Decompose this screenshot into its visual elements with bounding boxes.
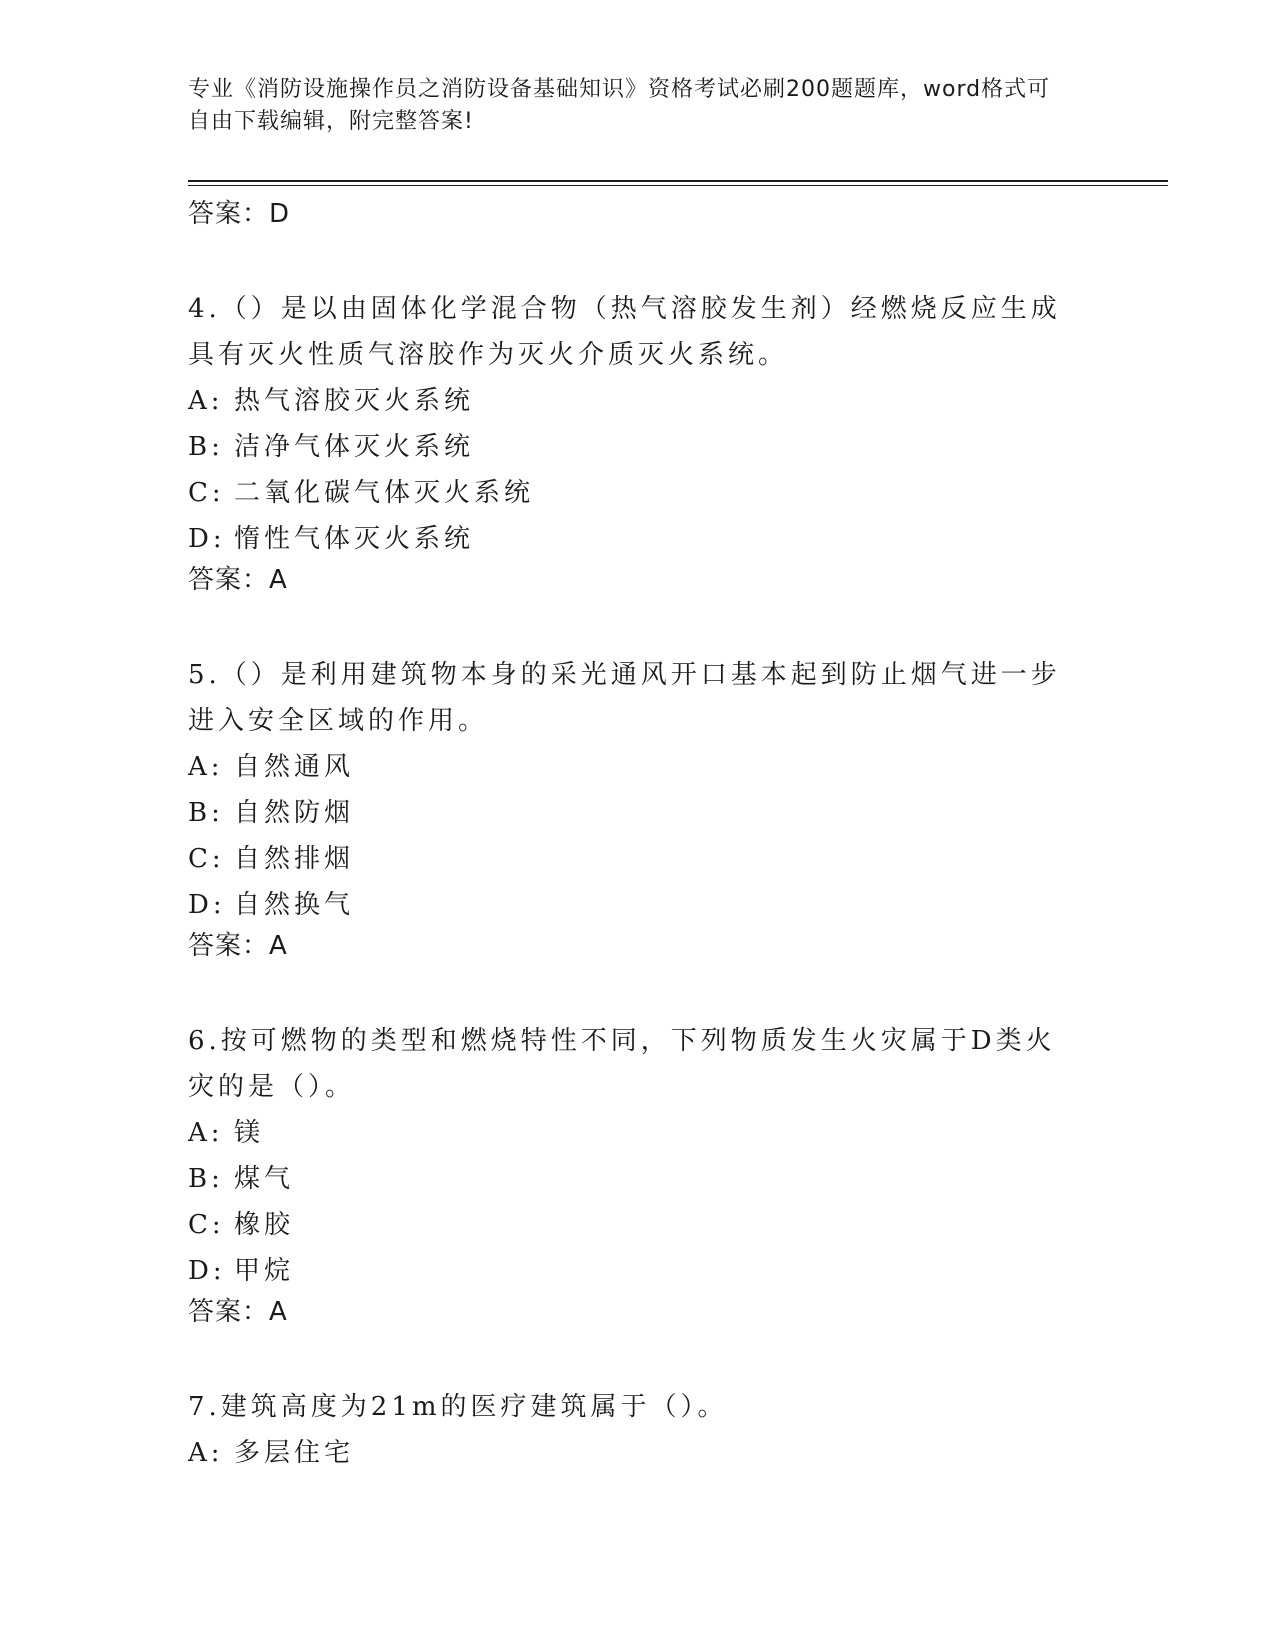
question-stem: 5.（）是利用建筑物本身的采光通风开口基本起到防止烟气进一步进入安全区域的作用。 bbox=[188, 660, 1061, 736]
option-letter: A: bbox=[188, 386, 224, 416]
option-c bbox=[188, 836, 1068, 882]
question-stem: 4.（）是以由固体化学混合物（热气溶胶发生剂）经燃烧反应生成具有灭火性质气溶胶作为灭火介质灭火系统。 bbox=[188, 294, 1061, 370]
question-stem: 6.按可燃物的类型和燃烧特性不同，下列物质发生火灾属于D类火灾的是（）。 bbox=[188, 1026, 1056, 1102]
option-b bbox=[188, 424, 1068, 470]
option-letter: C: bbox=[188, 1210, 225, 1240]
option-a bbox=[188, 744, 1068, 790]
option-c bbox=[188, 470, 1068, 516]
option-letter: A: bbox=[188, 1118, 224, 1148]
option-text: 多层住宅 bbox=[234, 1438, 355, 1468]
option-letter: B: bbox=[188, 798, 224, 828]
option-letter: D: bbox=[188, 524, 226, 554]
document-header: 专业《消防设施操作员之消防设备基础知识》资格考试必刷200题题库，word格式可自由下载编辑，附完整答案! bbox=[188, 77, 1051, 134]
option-c bbox=[188, 1202, 1068, 1248]
question-block bbox=[188, 652, 1068, 974]
option-text: 热气溶胶灭火系统 bbox=[234, 386, 475, 416]
option-letter: C: bbox=[188, 478, 225, 508]
answer-line: 答案：A bbox=[188, 565, 288, 595]
question-block bbox=[188, 1018, 1068, 1340]
option-letter: B: bbox=[188, 432, 224, 462]
question-stem: 7.建筑高度为21m的医疗建筑属于（）。 bbox=[188, 1392, 728, 1422]
option-text: 煤气 bbox=[234, 1164, 295, 1194]
option-a bbox=[188, 1110, 1068, 1156]
question-block bbox=[188, 1384, 1068, 1476]
option-letter: D: bbox=[188, 1256, 226, 1286]
question-block bbox=[188, 286, 1068, 608]
option-text: 二氧化碳气体灭火系统 bbox=[234, 478, 535, 508]
option-text: 镁 bbox=[234, 1118, 265, 1148]
option-a bbox=[188, 1430, 1068, 1476]
option-text: 甲烷 bbox=[234, 1256, 295, 1286]
question-list bbox=[188, 196, 1068, 1476]
answer-line: 答案：A bbox=[188, 931, 288, 961]
option-text: 自然换气 bbox=[234, 890, 355, 920]
option-letter: B: bbox=[188, 1164, 224, 1194]
option-text: 洁净气体灭火系统 bbox=[234, 432, 475, 462]
option-d bbox=[188, 1248, 1068, 1294]
option-text: 自然排烟 bbox=[234, 844, 355, 874]
header-divider bbox=[188, 180, 1168, 182]
option-text: 自然防烟 bbox=[234, 798, 355, 828]
option-letter: C: bbox=[188, 844, 225, 874]
answer-line: 答案：D bbox=[188, 199, 291, 229]
option-d bbox=[188, 516, 1068, 562]
option-b bbox=[188, 790, 1068, 836]
option-a bbox=[188, 378, 1068, 424]
option-b bbox=[188, 1156, 1068, 1202]
option-d bbox=[188, 882, 1068, 928]
option-letter: D: bbox=[188, 890, 226, 920]
header-divider-thin bbox=[188, 185, 1168, 186]
option-letter: A: bbox=[188, 752, 224, 782]
option-letter: A: bbox=[188, 1438, 224, 1468]
option-text: 橡胶 bbox=[234, 1210, 295, 1240]
answer-line: 答案：A bbox=[188, 1297, 288, 1327]
option-text: 自然通风 bbox=[234, 752, 355, 782]
option-text: 惰性气体灭火系统 bbox=[234, 524, 475, 554]
